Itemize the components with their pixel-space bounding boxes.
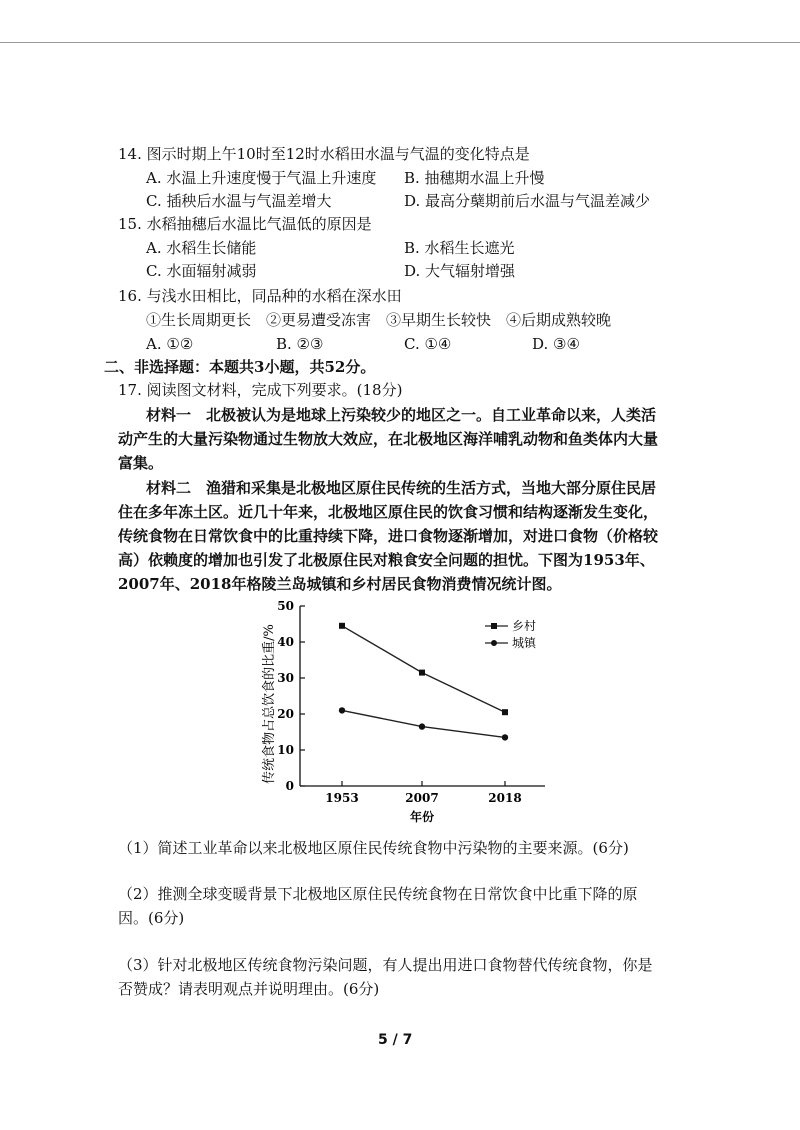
q17-sub3-line-1: （3）针对北极地区传统食物污染问题，有人提出用进口食物替代传统食物，你是: [118, 956, 653, 974]
q14-option-b: B. 抽穗期水温上升慢: [404, 169, 545, 187]
legend-label-城镇: 城镇: [512, 636, 537, 650]
q14-option-d: D. 最高分蘖期前后水温与气温差减少: [404, 192, 651, 210]
legend-label-乡村: 乡村: [512, 619, 537, 633]
q16-statements: ①生长周期更长 ②更易遭受冻害 ③早期生长较快 ④后期成熟较晚: [146, 311, 612, 329]
x-tick-label-1953: 1953: [325, 791, 359, 805]
material2-line-4: 高）依赖度的增加也引发了北极原住民对粮食安全问题的担忧。下图为1953年、: [118, 551, 655, 569]
q16-option-b: B. ②③: [276, 335, 324, 353]
q16-option-c: C. ①④: [404, 335, 452, 353]
point-乡村-2018: [502, 709, 508, 715]
y-tick-label-20: 20: [277, 707, 294, 721]
legend-marker-乡村: [491, 623, 497, 629]
page-number: 5 / 7: [378, 1032, 413, 1048]
chart-y-axis-label: 传统食物占总饮食的比重/%: [262, 624, 277, 784]
material2-line-3: 传统食物在日常饮食中的比重持续下降，进口食物逐渐增加，对进口食物（价格较: [118, 527, 659, 545]
point-城镇-1953: [339, 707, 345, 713]
y-tick-label-40: 40: [277, 635, 294, 649]
y-tick-label-10: 10: [277, 743, 294, 757]
q14-stem: 14. 图示时期上午10时至12时水稻田水温与气温的变化特点是: [118, 145, 530, 163]
point-城镇-2018: [502, 734, 508, 740]
q17-sub2-line-1: （2）推测全球变暖背景下北极地区原住民传统食物在日常饮食中比重下降的原: [118, 885, 638, 903]
x-tick-label-2018: 2018: [488, 791, 522, 805]
q14-option-a: A. 水温上升速度慢于气温上升速度: [146, 169, 377, 187]
q15-option-c: C. 水面辐射减弱: [146, 262, 257, 280]
section2-heading: 二、非选择题：本题共3小题，共52分。: [104, 358, 376, 376]
q15-option-d: D. 大气辐射增强: [404, 262, 516, 280]
q14-option-c: C. 插秧后水温与气温差增大: [146, 192, 332, 210]
q16-stem: 16. 与浅水田相比，同品种的水稻在深水田: [118, 287, 402, 305]
q16-option-d: D. ③④: [532, 335, 580, 353]
legend-marker-城镇: [491, 640, 497, 646]
q16-option-a: A. ①②: [146, 335, 194, 353]
q17-sub1: （1）简述工业革命以来北极地区原住民传统食物中污染物的主要来源。(6分): [118, 839, 629, 857]
y-tick-label-50: 50: [277, 599, 294, 613]
page-top-border: [0, 42, 800, 43]
food-consumption-line-chart: [250, 596, 560, 828]
q15-option-b: B. 水稻生长遮光: [404, 239, 515, 257]
point-城镇-2007: [419, 723, 425, 729]
material1-line-3: 富集。: [118, 454, 164, 472]
y-tick-label-30: 30: [277, 671, 294, 685]
material2-line-2: 住在多年冻土区。近几十年来，北极地区原住民的饮食习惯和结构逐渐发生变化，: [118, 503, 659, 521]
material2-line-1: 材料二 渔猎和采集是北极地区原住民传统的生活方式，当地大部分原住民居: [146, 479, 657, 497]
x-tick-label-2007: 2007: [405, 791, 439, 805]
q15-option-a: A. 水稻生长储能: [146, 239, 257, 257]
series-line-乡村: [342, 626, 505, 712]
y-tick-label-0: 0: [285, 779, 294, 793]
material1-line-1: 材料一 北极被认为是地球上污染较少的地区之一。自工业革命以来，人类活: [146, 406, 657, 424]
point-乡村-1953: [339, 623, 345, 629]
point-乡村-2007: [419, 670, 425, 676]
q17-sub3-line-2: 否赞成？请表明观点并说明理由。(6分): [118, 980, 380, 998]
q15-stem: 15. 水稻抽穗后水温比气温低的原因是: [118, 215, 372, 233]
q17-sub2-line-2: 因。(6分): [118, 909, 185, 927]
material2-line-5: 2007年、2018年格陵兰岛城镇和乡村居民食物消费情况统计图。: [118, 575, 562, 593]
q17-intro: 17. 阅读图文材料，完成下列要求。(18分): [118, 381, 403, 399]
chart-x-axis-label: 年份: [409, 810, 435, 824]
material1-line-2: 动产生的大量污染物通过生物放大效应，在北极地区海洋哺乳动物和鱼类体内大量: [118, 430, 659, 448]
